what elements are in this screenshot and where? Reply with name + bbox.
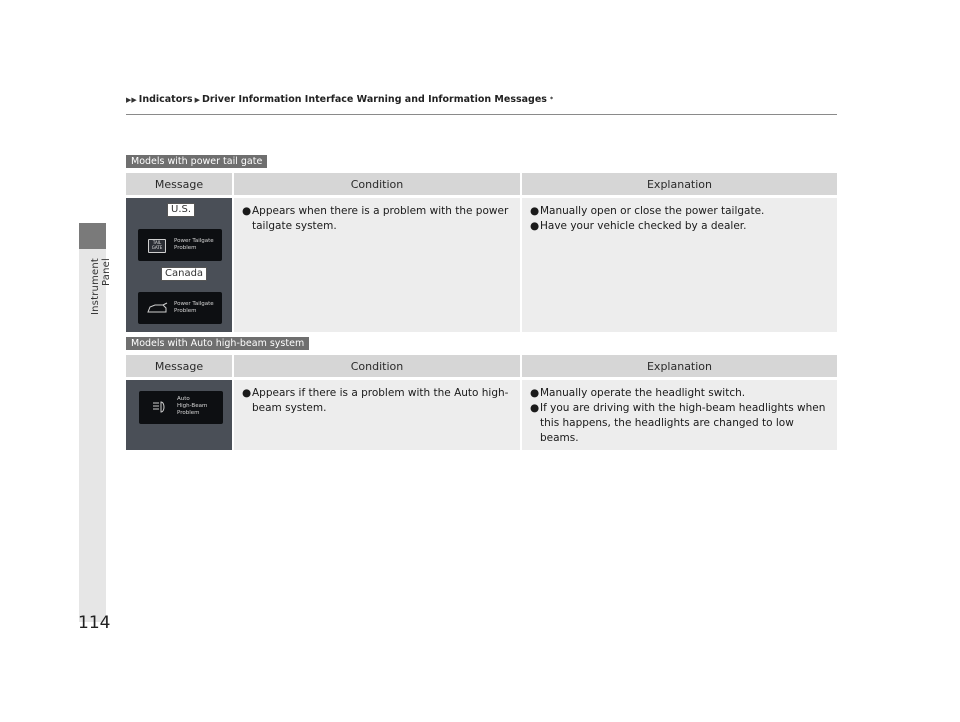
display-screen-us	[138, 229, 222, 261]
condition-cell	[234, 380, 522, 450]
header-message: Message	[126, 355, 234, 380]
section-tag-auto-high-beam: Models with Auto high-beam system	[126, 337, 309, 350]
list-item: ● Appears if there is a problem with the Auto high-beam system.	[242, 387, 509, 414]
sidebar-tab	[79, 223, 106, 249]
screen-text-canada: Power Tailgate Problem	[174, 301, 214, 314]
power-tailgate-table	[126, 173, 837, 332]
display-screen-canada	[138, 292, 222, 324]
car-tailgate-icon	[146, 302, 168, 314]
sidebar-section-label: Instrument Panel	[90, 258, 112, 316]
screen-text-line3: Problem	[177, 410, 200, 416]
section-tag-power-tailgate: Models with power tail gate	[126, 155, 267, 168]
list-item: ● Appears when there is a problem with the power tailgate system.	[242, 205, 509, 232]
explanation-cell	[522, 380, 837, 450]
table-header-row	[126, 173, 837, 198]
breadcrumb	[126, 94, 553, 105]
explanation-cell	[522, 198, 837, 332]
screen-text-line2: High-Beam	[177, 403, 208, 409]
breadcrumb-arrow-icon: ▶	[194, 95, 200, 104]
header-condition: Condition	[234, 355, 522, 380]
screen-text-us: Power Tailgate Problem	[174, 238, 214, 251]
message-image-cell	[126, 380, 234, 450]
header-message: Message	[126, 173, 234, 198]
table-row	[126, 198, 837, 332]
region-label-us: U.S.	[167, 203, 195, 217]
message-image-cell	[126, 198, 234, 332]
list-item: ● Manually operate the headlight switch.	[530, 387, 746, 399]
table-row	[126, 380, 837, 450]
header-divider	[126, 114, 837, 115]
page-number: 114	[78, 613, 111, 633]
breadcrumb-level1[interactable]: Indicators	[138, 94, 193, 105]
header-explanation: Explanation	[522, 173, 837, 198]
breadcrumb-asterisk: *	[549, 96, 554, 103]
list-item: ● Have your vehicle checked by a dealer.	[530, 220, 747, 232]
breadcrumb-level2[interactable]: Driver Information Interface Warning and Information Messages	[201, 94, 547, 105]
tailgate-warning-icon: TAIL GATE	[148, 239, 166, 253]
region-label-canada: Canada	[161, 267, 207, 281]
auto-high-beam-table	[126, 355, 837, 450]
list-item: ● If you are driving with the high-beam headlights when this happens, the headlights are changed to low beams.	[530, 402, 826, 444]
list-item: ● Manually open or close the power tailgate.	[530, 205, 765, 217]
display-screen-high-beam	[139, 391, 223, 424]
breadcrumb-arrow-icon: ▶▶	[126, 95, 137, 104]
screen-text-line1: Auto	[177, 396, 190, 402]
header-explanation: Explanation	[522, 355, 837, 380]
header-condition: Condition	[234, 173, 522, 198]
table-header-row	[126, 355, 837, 380]
auto-high-beam-icon	[152, 401, 168, 413]
condition-cell	[234, 198, 522, 332]
